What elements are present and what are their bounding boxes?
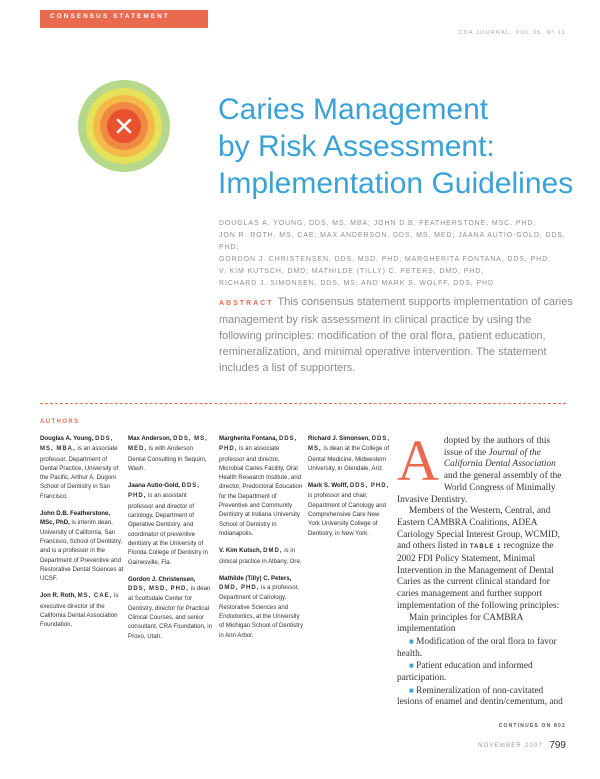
author-credentials: DDS, MS, bbox=[308, 436, 391, 453]
page-title bbox=[218, 91, 573, 202]
body-paragraph: Main principles for CAMBRA implementation bbox=[397, 612, 523, 635]
body-paragraph: Members of the Western, Central, and Eastern CAMBRA Coalitions, ADEA Cariology Special Interest Group, WCMID, and others listed in TABLE 1 recognize the 2002 FDI Policy Statement, Minimal Intervention in the Management of Dental Caries as the current clinical standard for caries management and further support implementation of the following principles: bbox=[397, 506, 561, 611]
author-bio: is an associate professor, Department of Dental Practice, University of the Pacific, Arthur A. Dugoni School of Dentistry in San Francisco. bbox=[40, 445, 119, 500]
author-bio: is with Anderson Dental Consulting in Sequim, Wash. bbox=[128, 445, 207, 472]
author-entry bbox=[128, 481, 212, 567]
author-bio: is interim dean, University of California, San Francisco, School of Dentistry, and is a professor in the Department of Preventive and Restorative Dental Sciences at UCSF. bbox=[40, 519, 124, 583]
author-bio: is in clinical practice in Albany, Ore. bbox=[219, 547, 302, 565]
authors-column-3 bbox=[219, 434, 303, 648]
bullet-item: ■ Remineralization of non-cavitated lesions of enamel and dentin/cementum, and bbox=[397, 685, 563, 708]
author-entry bbox=[128, 575, 212, 641]
author-entry bbox=[308, 481, 392, 538]
journal-name: Journal of the California Dental Association bbox=[443, 447, 556, 470]
author-entry bbox=[308, 434, 392, 473]
author-bio: is a professor, Department of Cariology, Restorative Sciences and Endodontics, at the University of Michigan School of Dentistry in Ann Arbor. bbox=[219, 584, 303, 639]
title-line: by Risk Assessment: bbox=[218, 130, 495, 163]
author-name: John D.B. Featherstone, MSc, PhD, bbox=[40, 510, 111, 527]
author-credentials: DMD, bbox=[263, 548, 283, 555]
author-bio: is executive director of the California Dental Association Foundation. bbox=[40, 592, 119, 629]
title-line: Caries Management bbox=[218, 93, 489, 126]
square-bullet-icon: ■ bbox=[409, 685, 414, 695]
author-name: Richard J. Simonsen, bbox=[308, 435, 370, 442]
title-line: Implementation Guidelines bbox=[218, 167, 574, 200]
caries-target-logo-icon bbox=[76, 78, 172, 174]
author-name: V. Kim Kutsch, bbox=[219, 547, 262, 555]
author-name: Mark S. Wolff, bbox=[308, 482, 349, 490]
author-bio: is an assistant professor and director of cariology, Department of Operative Dentistry, and coordinator of preventive dentistry at the University of Florida College of Dentistry in Gainesville, Fla. bbox=[128, 492, 208, 566]
byline-line: GORDON J. CHRISTENSEN, DDS, MSD, PHD; MARGHERITA FONTANA, DDS, PHD; bbox=[219, 256, 551, 263]
author-entry bbox=[219, 434, 303, 538]
author-credentials: DDS, MS, MBA, bbox=[40, 436, 114, 453]
table-reference: TABLE 1 bbox=[469, 544, 502, 551]
author-name: Gordon J. Christensen, bbox=[128, 575, 196, 583]
author-name: Mathilde (Tilly) C. Peters, bbox=[219, 574, 292, 582]
square-bullet-icon: ■ bbox=[409, 636, 414, 646]
byline-line: JON R. ROTH, MS, CAE; MAX ANDERSON, DDS, MS, MED; JAANA AUTIO-GOLD, DDS, PHD; bbox=[219, 232, 566, 251]
section-tab bbox=[40, 10, 208, 28]
author-credentials: DDS, PHD, bbox=[219, 436, 298, 453]
authors-column-4 bbox=[308, 434, 392, 546]
author-entry bbox=[219, 546, 303, 566]
author-credentials: DDS, MSD, PHD, bbox=[128, 586, 190, 593]
author-bio: is dean at Scottsdale Center for Dentistry, director for Practical Clinical Courses, and senior consultant, CRA Foundation, in Provo, Utah. bbox=[128, 585, 213, 640]
author-credentials: DMD, PHD, bbox=[219, 585, 260, 592]
authors-label: AUTHORS bbox=[40, 419, 80, 425]
author-credentials: DDS, PHD, bbox=[128, 483, 200, 500]
author-credentials: MS, CAE, bbox=[77, 593, 113, 600]
drop-cap: A bbox=[397, 428, 439, 493]
author-entry bbox=[40, 509, 124, 583]
byline-line: V. KIM KUTSCH, DMD; MATHILDE (TILLY) C. PETERS, DMD, PHD; bbox=[219, 268, 485, 275]
author-bio: is dean at the College of Dental Medicine, Midwestern University, in Glendale, Ariz. bbox=[308, 445, 390, 472]
abstract-label: ABSTRACT bbox=[219, 300, 274, 307]
section-label: CONSENSUS STATEMENT bbox=[50, 13, 170, 20]
article-body bbox=[397, 428, 569, 709]
author-credentials: DDS, MS, MED, bbox=[128, 436, 208, 453]
author-entry bbox=[219, 574, 303, 640]
continues-note: CONTINUES ON 802 bbox=[498, 723, 566, 729]
bullet-item: ■ Modification of the oral flora to favor health. bbox=[397, 636, 557, 659]
journal-info: CDA JOURNAL, VOL 35, Nº 11 bbox=[458, 30, 566, 36]
author-entry bbox=[40, 591, 124, 629]
author-name: Jon R. Roth, bbox=[40, 592, 76, 600]
author-name: Max Anderson, bbox=[128, 435, 172, 442]
page-number: 799 bbox=[549, 740, 566, 751]
author-name: Jaana Autio-Gold, bbox=[128, 482, 180, 490]
byline-line: RICHARD J. SIMONSEN, DDS, MS; AND MARK S. WOLFF, DDS, PHD bbox=[219, 280, 494, 287]
author-bio: is an associate professor and director, Microbial Caries Facility, Oral Health Research Institute, and director, Predoctoral Education for the Department of Preventive and Community Dentistry at Indiana University School of Dentistry in Indianapolis. bbox=[219, 445, 303, 537]
author-entry bbox=[40, 434, 124, 501]
byline bbox=[219, 218, 574, 290]
byline-line: DOUGLAS A. YOUNG, DDS, MS, MBA; JOHN D.B. FEATHERSTONE, MSC, PHD; bbox=[219, 220, 537, 227]
author-entry bbox=[128, 434, 212, 473]
authors-column-1 bbox=[40, 434, 124, 638]
abstract-text: This consensus statement supports implementation of caries management by risk assessment in clinical practice by using the following principles: modification of the oral flora, patient education, remineralization, and minimal operative intervention. The statement includes a list of supporters. bbox=[219, 296, 573, 374]
intro-paragraph: Adopted by the authors of this issue of the Journal of the California Dental Association and the general assembly of the World Congress of Minimally Invasive Dentistry. bbox=[397, 428, 562, 505]
author-name: Douglas A. Young, bbox=[40, 435, 94, 442]
square-bullet-icon: ■ bbox=[409, 661, 414, 671]
issue-date: NOVEMBER 2007 bbox=[478, 743, 543, 749]
author-name: Margherita Fontana, bbox=[219, 435, 278, 442]
author-credentials: DDS, PHD, bbox=[349, 483, 390, 490]
abstract bbox=[219, 294, 574, 376]
section-divider bbox=[40, 403, 566, 404]
bullet-item: ■ Patient education and informed participation. bbox=[397, 661, 533, 684]
author-bio: is professor and chair, Department of Cariology and Comprehensive Care New York University College of Dentistry, in New York. bbox=[308, 492, 386, 537]
authors-column-2 bbox=[128, 434, 212, 649]
